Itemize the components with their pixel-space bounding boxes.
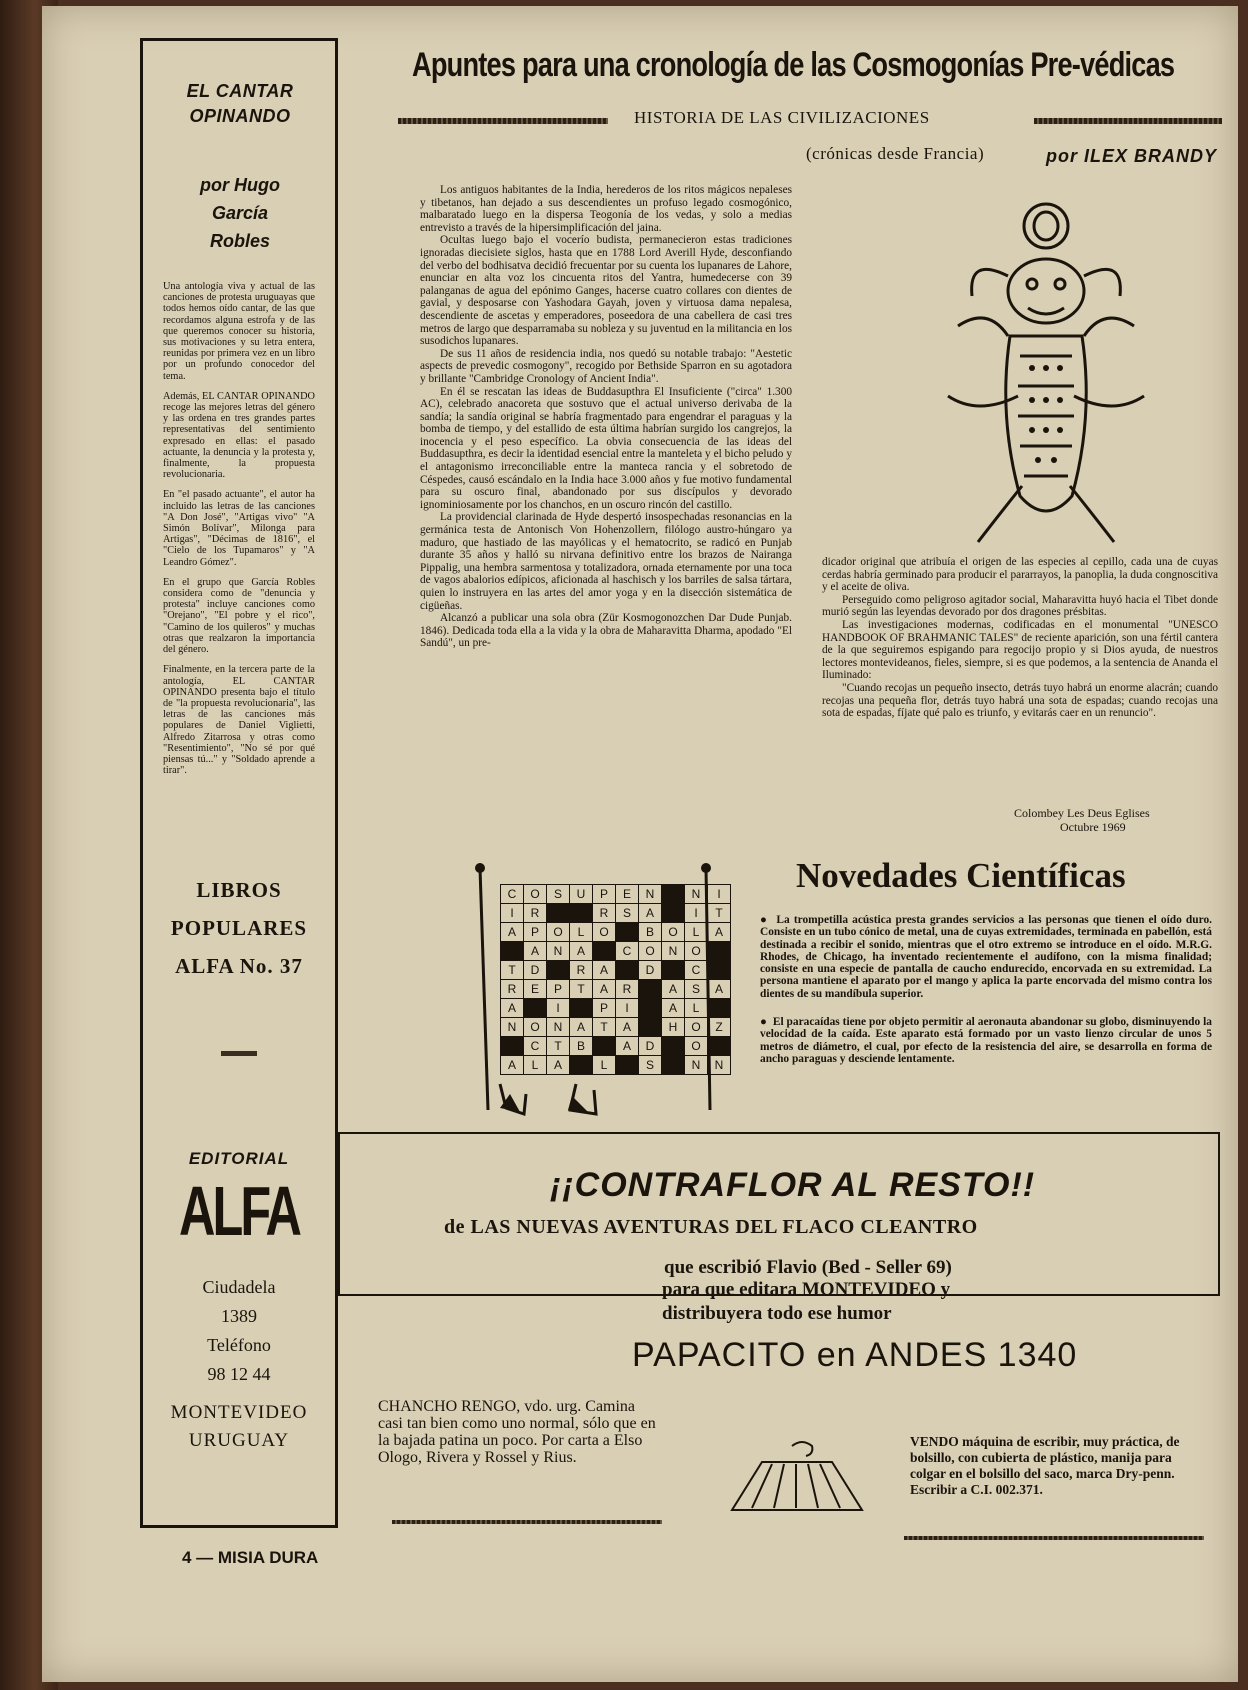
article-column-2 [822,556,1218,720]
article-column-1 [420,184,792,650]
crossword-cell: R [524,904,547,923]
crossword-row [501,904,731,923]
article-byline: por ILEX BRANDY [1046,146,1218,166]
crossword-row [501,942,731,961]
crossword-black-cell [524,999,547,1018]
crossword-row [501,1037,731,1056]
crossword-cell: T [593,1018,616,1037]
crossword-black-cell [708,1037,731,1056]
crossword-cell: O [524,885,547,904]
crossword-cell: P [524,923,547,942]
bullet-icon: ● [760,914,777,926]
bullet-icon: ● [760,1016,773,1029]
crossword-black-cell [593,942,616,961]
sidebar-ad-box [140,38,338,1528]
article-place: Colombey Les Deus Eglises [1014,806,1150,820]
crossword-cell: T [708,904,731,923]
novedades-item: ● El paracaídas tiene por objeto permitir al aeronauta abandonar su globo, disminuyendo la velocidad de la caída. Este aparato está formado por un vasto lienzo circular de unos 5 metros de diámetro, el cual, por efecto de la resistencia del aire, se desarrolla en forma de ancho paraguas y desciende lentamente. [760,1016,1213,1065]
article-paragraph: dicador original que atribuía el origen de las especies al cepillo, cada una de cuyas cerdas habría germinado para producir el pararrayos, la panoplia, la duda congnoscitiva y el aceite de oliva. [822,556,1218,594]
divider-bar [904,1536,1204,1540]
city-line: URUGUAY [188,1430,290,1451]
crossword-row [501,1018,731,1037]
ad-line: distribuyera todo ese humor [662,1303,892,1324]
crossword-cell: R [593,904,616,923]
crossword-row [501,885,731,904]
article-paragraph: La providencial clarinada de Hyde despertó insospechadas resonancias en la germánica testa de Antonisch Von Hohenzollern, filólogo austro-húngaro ya maduro, que hastiado de las mayólicas y el hematocrito, se radicó en Punjab durante 35 años y halló su nirvana definitivo entre los brazos de Nairanga Pippalig, una hembra sarmentosa y totalizadora, ornada eternamente por una toca de vagos abalorios edípicos, aficionada al haschisch y los barriles de salsa tártara, quien lo instruyera en las artes del amor yoga y en la disección sistemática de cigüeñas. [420,511,792,612]
crossword-black-cell [616,923,639,942]
crossword-cell: A [708,980,731,999]
crossword-black-cell [662,885,685,904]
sidebar-paragraph: Finalmente, en la tercera parte de la antología, EL CANTAR OPINANDO presenta bajo el título de "la propuesta revolucionaria", las letras de las canciones más populares de Daniel Viglietti, Alfredo Zitarrosa y otras como "Resentimiento", "No sé por qué piensas tú..." y "Soldado aprende a tirar". [163,664,315,777]
crossword-cell: I [547,999,570,1018]
article-paragraph: En él se rescatan las ideas de Buddasupthra El Insuficiente ("circa" 1.300 AC), celebrado anacoreta que sostuvo que el actual universo derivaba de la sandía; la sandía original se habría fragmentado para engendrar el paraguas y la bomba de tiempo, y del estallido de esta última habrían surgido los cangrejos, la inocencia y el peso específico. La obvia consecuencia de las ideas del Buddasupthra, es decir la identidad esencial entre la manteleta y el bicho peludo y el antagonismo irreconciliable entre la manteca rancia y el sobretodo de Céspedes, causó escándalo en la India hace 3.000 años y fue motivo fundamental para su oscuro final, abandonado por sus discípulos y devorado ignominiosamente por los chanchos, en un oscuro rincón del castillo. [420,385,792,511]
crossword-cell: H [662,1018,685,1037]
crossword-cell: S [616,904,639,923]
article-paragraph: Alcanzó a publicar una sola obra (Zür Kosmogonozchen Dar Dude Punjab. 1846). Dedicada toda ella a la vida y la obra de Maharavitta Dharma, apodado "El Sandú", un pre- [420,612,792,650]
books-line-3: ALFA No. 37 [175,954,303,978]
crossword-cell: D [639,961,662,980]
crossword-black-cell [639,1018,662,1037]
crossword-cell: O [524,1018,547,1037]
crossword-cell: N [662,942,685,961]
crossword-cell: C [524,1037,547,1056]
crossword-cell: I [685,904,708,923]
crossword-black-cell [570,904,593,923]
crossword-cell: S [685,980,708,999]
contraflor-ad-box [338,1132,1220,1296]
crossword-cell: D [524,961,547,980]
crossword-black-cell [708,942,731,961]
crossword-black-cell [501,1037,524,1056]
crossword-black-cell [616,1056,639,1075]
crossword-black-cell [547,904,570,923]
crossword-cell: T [570,980,593,999]
crossword-black-cell [593,1037,616,1056]
crossword-cell: P [547,980,570,999]
address-line: 98 12 44 [207,1364,271,1384]
crossword-cell: Z [708,1018,731,1037]
crossword-cell: N [501,1018,524,1037]
article-paragraph: Las investigaciones modernas, codificadas en el monumental "UNESCO HANDBOOK OF BRAHMANIC TALES" de reciente aparición, son una fértil cantera de la que seguiremos espigando para regocijo propio y si Dios ayuda, de nuestros lectores montevideanos, fieles, siempre, si es que podemos, a la sentencia de Ananda el Iluminado: [822,618,1218,682]
crossword-cell: L [685,999,708,1018]
ad-title: ¡¡CONTRAFLOR AL RESTO!! [550,1166,1036,1204]
sidebar-author-2: García [211,203,269,223]
crossword-cell: A [570,942,593,961]
editorial-label: EDITORIAL [188,1149,290,1168]
article-date: Octubre 1969 [1060,820,1126,834]
crossword-cell: O [547,923,570,942]
sidebar-paragraph: Una antología viva y actual de las canciones de protesta uruguayas que todos hemos oído cantar, de las que recordamos alguna estrofa y de las que queremos conocer su historia, sus motivaciones y su letra entera, reunidas por primera vez en un libro por un profundo conocedor del tema. [163,281,315,382]
crossword-cell: S [547,885,570,904]
classified-chancho: CHANCHO RENGO, vdo. urg. Camina casi tan bien como uno normal, sólo que en la bajada patina un poco. Por carta a Elso Ologo, Rivera y Rossel y Rius. [378,1398,656,1466]
crossword-cell: I [708,885,731,904]
crossword-black-cell [662,1056,685,1075]
crossword-cell: P [593,999,616,1018]
crossword-cell: A [547,1056,570,1075]
sidebar-paragraph: Además, EL CANTAR OPINANDO recoge las mejores letras del género y las ordena en tres grandes partes representativas del sentimiento expresado en ellas: el pasado actuante, la denuncia y la protesta y, finalmente, la propuesta revolucionaria. [163,390,315,481]
article-subtitle: (crónicas desde Francia) [806,144,985,163]
divider-bar [392,1520,662,1524]
crossword-cell: B [639,923,662,942]
crossword-row [501,999,731,1018]
classified-vendo: VENDO máquina de escribir, muy práctica, de bolsillo, con cubierta de plástico, manija para colgar en el bolsillo del saco, marca Dry-penn. Escribir a C.I. 002.371. [910,1434,1180,1497]
crossword-grid [500,884,731,1075]
crossword-cell: U [570,885,593,904]
crossword-cell: S [639,1056,662,1075]
crossword-cell: I [616,999,639,1018]
crossword-cell: I [501,904,524,923]
section-bar-right [1034,118,1222,124]
address-line: 1389 [221,1306,257,1326]
crossword-cell: P [593,885,616,904]
crossword-cell: O [685,1018,708,1037]
crossword-cell: A [501,923,524,942]
novedades-text [760,914,1212,1081]
ornament-divider [221,1051,257,1056]
crossword-cell: A [639,904,662,923]
crossword-cell: N [708,1056,731,1075]
sidebar-paragraph: En "el pasado actuante", el autor ha incluido las letras de las canciones "A Don José", "Artigas vivo" "A Simón Bolívar", Milonga para Artigas", "Décimas de 1816", el "Cielo de los Tupamaros" y "A Leandro Gómez". [163,489,315,568]
crossword-cell: N [639,885,662,904]
crossword-cell: O [639,942,662,961]
sidebar-author-1: por Hugo [200,175,280,195]
crossword-black-cell [639,999,662,1018]
article-paragraph: "Cuando recojas un pequeño insecto, detrás tuyo habrá un enorme alacrán; cuando recojas una pequeña flor, detrás tuyo habrá una sota de espadas; cuando recojas una sota de espadas, fíjate qué palo es triunfo, y evitarás caer en un renuncio". [822,681,1218,720]
sidebar-author-3: Robles [209,231,270,251]
crossword-black-cell [570,999,593,1018]
crossword-cell: N [547,1018,570,1037]
idol-illustration-icon [928,196,1158,556]
crossword-cell: B [570,1037,593,1056]
article-title: Apuntes para una cronología de las Cosmogonías Pre-védicas [412,46,1175,84]
crossword-cell: A [501,1056,524,1075]
crossword-cell: R [501,980,524,999]
section-bar-left [398,118,608,124]
article-paragraph: Ocultas luego bajo el vocerío budista, permanecieron estas tradiciones ignoradas diecisiete siglos, hasta que en 1788 Lord Averill Hyde, desconfiando del verbo del bodhisatva decidió frecuentar por su cuenta los lupanares de Lahore, enunciar en alta voz los cincuenta ritos del Yantra, humedecerse con 39 palanganas de agua del epónimo Ganges, hacerse cuatro collares con dientes de gavial, y desposarse con Yashodara Gayah, joven y virtuosa dama nepalesa, descendiente de ascetas y emperadores, poseedora de una cabellera de casi tres metros de largo que desparramaba su nobleza y su juventud en la militancia en los susodichos lupanares. [420,234,792,348]
crossword-cell: T [501,961,524,980]
crossword-row [501,923,731,942]
crossword-cell: A [708,923,731,942]
crossword-cell: L [524,1056,547,1075]
sidebar-title-2: OPINANDO [189,106,291,126]
crossword-cell: R [570,961,593,980]
sidebar-title-1: EL CANTAR [186,81,294,101]
crossword-cell: E [524,980,547,999]
crossword-cell: O [685,1037,708,1056]
crossword-black-cell [547,961,570,980]
crossword-cell: A [593,961,616,980]
ad-line: para que editara MONTEVIDEO y [662,1279,951,1300]
address-line: Teléfono [207,1335,271,1355]
novedades-title: Novedades Científicas [796,856,1126,895]
city-line: MONTEVIDEO [170,1402,308,1423]
crossword-cell: C [685,961,708,980]
novedades-item: ● La trompetilla acústica presta grandes servicios a las personas que tienen el oído duro. Consiste en un tubo cónico de metal, una de cuyas extremidades, terminada en pabellón, está destinada a recibir el sonido, mientras que el otro extremo se introduce en el oído. M.R.G. Rhodes, de Chicago, ha inventado recientemente el audífono, con la misma finalidad; consiste en una especie de pantalla de caucho endurecido, encorvada en su extremidad. La persona mantiene el aparato por el mango y aplica la parte encorvada del mismo contra los dientes de su mandíbula superior. [760,914,1212,1000]
crossword-cell: L [593,1056,616,1075]
article-paragraph: De sus 11 años de residencia india, nos quedó su notable trabajo: "Aestetic aspects de prevedic cosmogony", recogido por Bethside Sparron en su agotadora y brillante "Cambridge Cronology of Ancient India". [420,347,792,385]
ad-line: que escribió Flavio (Bed - Seller 69) [664,1257,952,1278]
crossword-cell: A [570,1018,593,1037]
crossword-cell: A [593,980,616,999]
crossword-cell: C [616,942,639,961]
crossword-cell: N [685,885,708,904]
section-title: HISTORIA DE LAS CIVILIZACIONES [634,108,930,127]
crossword-cell: R [616,980,639,999]
crossword-cell: A [524,942,547,961]
crossword-cell: A [501,999,524,1018]
crossword-black-cell [708,999,731,1018]
crossword-cell: O [593,923,616,942]
crossword-black-cell [662,1037,685,1056]
books-line-1: LIBROS [196,878,282,902]
crossword-cell: A [616,1037,639,1056]
crossword-cell: E [616,885,639,904]
crossword-cell: N [547,942,570,961]
crossword-black-cell [662,961,685,980]
crossword-black-cell [570,1056,593,1075]
crossword-cell: D [639,1037,662,1056]
crossword-cell: A [662,999,685,1018]
sidebar-paragraph: En el grupo que García Robles considera como de "denuncia y protesta" incluye canciones como "Orejano", "El pobre y el rico", "Camino de los quileros" y muchas otras que realzaron la importancia del género. [163,576,315,656]
article-paragraph: Los antiguos habitantes de la India, herederos de los ritos mágicos nepaleses y tibetanos, han dejado a sus descendientes un profuso legado cosmogónico, malbaratado luego en la dispersa Teogonía de los vedas, y solo a medias entrevisto a través de la hipersimplificación del jaina. [420,184,792,234]
page-footer: 4 — MISIA DURA [182,1548,319,1567]
crossword-row [501,1056,731,1075]
crossword-cell: T [547,1037,570,1056]
crossword-cell: C [501,885,524,904]
typewriter-illustration-icon [722,1440,872,1520]
crossword-cell: N [685,1056,708,1075]
alfa-logo: ALFA [178,1172,300,1250]
crossword-cell: A [662,980,685,999]
crossword-black-cell [662,904,685,923]
crossword-row [501,961,731,980]
address-line: Ciudadela [202,1277,276,1297]
crossword-black-cell [708,961,731,980]
crossword-black-cell [616,961,639,980]
crossword-black-cell [501,942,524,961]
crossword-cell: L [570,923,593,942]
crossword-cell: O [685,942,708,961]
crossword-cell: O [662,923,685,942]
crossword-cell: A [616,1018,639,1037]
crossword-black-cell [639,980,662,999]
crossword-cell: L [685,923,708,942]
ad-subtitle: de LAS NUEVAS AVENTURAS DEL FLACO CLEANTRO [444,1216,978,1238]
article-paragraph: Perseguido como peligroso agitador social, Maharavitta huyó hacia el Tibet donde murió según las leyendas devorado por dos dragones présbitas. [822,593,1218,619]
crossword-row [501,980,731,999]
books-line-2: POPULARES [170,916,308,940]
ad-address: PAPACITO en ANDES 1340 [632,1336,1078,1374]
